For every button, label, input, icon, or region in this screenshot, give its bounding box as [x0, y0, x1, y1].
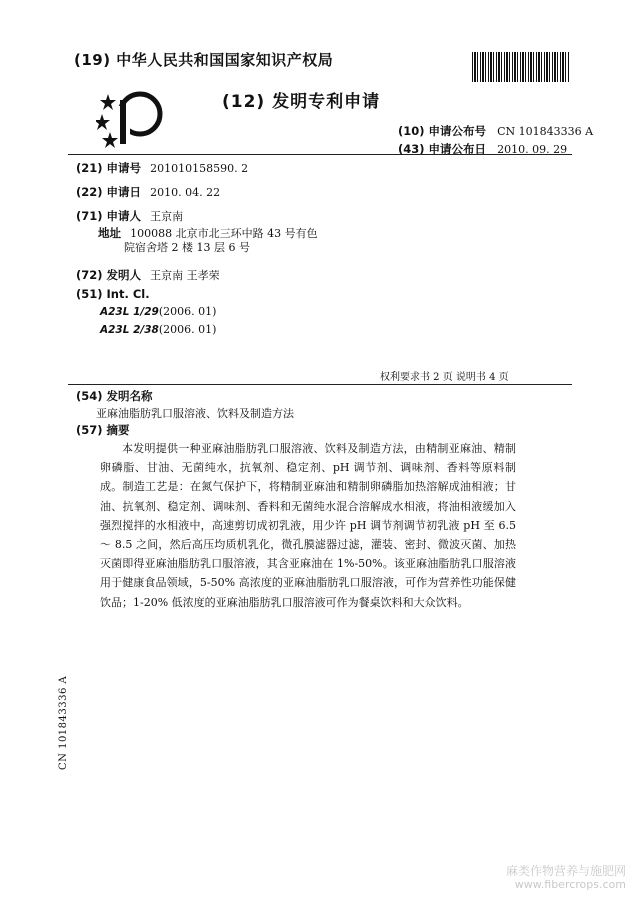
ipc-version-1: (2006. 01) [158, 305, 217, 318]
watermark-line-2: www.fibercrops.com [514, 878, 626, 891]
address-line-1: 100088 北京市北三环中路 43 号有色 [130, 227, 318, 240]
application-date-row [76, 181, 220, 200]
application-number: 201010158590. 2 [150, 162, 249, 175]
office-name: (19) 中华人民共和国国家知识产权局 [74, 51, 334, 69]
header-divider [68, 154, 572, 155]
application-number-row [76, 157, 248, 176]
side-publication-number: CN 101843336 A [58, 675, 69, 770]
application-date-label: (22) 申请日 [76, 185, 142, 199]
inventor-label: (72) 发明人 [76, 268, 142, 282]
page-count-info: 权利要求书 2 页 说明书 4 页 [380, 372, 509, 383]
address-label: 地址 [98, 226, 121, 240]
ipc-class-2 [100, 318, 216, 337]
barcode [472, 52, 569, 82]
applicant-label: (71) 申请人 [76, 209, 142, 223]
inventor-row [76, 264, 220, 283]
publication-number-label: (10) 申请公布号 [398, 124, 487, 138]
cnipa-emblem-icon [96, 88, 166, 152]
invention-title: 亚麻油脂肪乳口服溶液、饮料及制造方法 [96, 407, 294, 420]
watermark-line-1: 麻类作物营养与施肥网 [505, 864, 626, 878]
application-number-label: (21) 申请号 [76, 161, 142, 175]
intcl-label: (51) Int. Cl. [76, 287, 150, 301]
application-date: 2010. 04. 22 [150, 186, 221, 199]
abstract-label: (57) 摘要 [76, 423, 130, 437]
ipc-class-1 [100, 300, 216, 319]
pages-divider [68, 384, 572, 385]
address-line-2: 院宿舍塔 2 楼 13 层 6 号 [124, 241, 250, 254]
ipc-version-2: (2006. 01) [158, 323, 217, 336]
site-watermark [506, 865, 626, 891]
publication-date-label: (43) 申请公布日 [398, 142, 487, 156]
publication-date: 2010. 09. 29 [497, 143, 568, 156]
abstract-body [100, 439, 516, 612]
abstract-text: 本发明提供一种亚麻油脂肪乳口服溶液、饮料及制造方法，由精制亚麻油、精制卵磷脂、甘油、无菌纯水，抗氧剂、稳定剂、pH 调节剂、调味剂、香料等原料制成。制造工艺是：在氮气保护下，将精制亚麻油和精制卵磷脂加热溶解成油相液；甘油、抗氧剂、稳定剂、调味剂、香料和无菌纯水混合溶解成水相液，将油相液缓加入强烈搅拌的水相液中，高速剪切成初乳液，用少许 pH 调节剂调节初乳液 pH 至 6.5 ～ 8.5 之间，然后高压均质机乳化，微孔膜滤器过滤，灌装、密封、微波灭菌、加热灭菌即得亚麻油脂肪乳口服溶液，其含亚麻油在 1%-50%。该亚麻油脂肪乳口服溶液用于健康食品领域，5-50% 高浓度的亚麻油脂肪乳口服溶液，可作为营养性功能保健饮品；1-20% 低浓度的亚麻油脂肪乳口服溶液可作为餐桌饮料和大众饮料。 [100, 442, 516, 609]
publication-number-row [398, 120, 593, 139]
invention-title-label: (54) 发明名称 [76, 389, 153, 403]
inventor-names: 王京南 王孝荣 [150, 269, 220, 282]
publication-number: CN 101843336 A [497, 125, 594, 138]
document-type: (12) 发明专利申请 [222, 92, 381, 112]
ipc-code-1: A23L 1/29 [100, 306, 159, 318]
ipc-code-2: A23L 2/38 [100, 324, 159, 336]
applicant-name: 王京南 [150, 210, 184, 223]
